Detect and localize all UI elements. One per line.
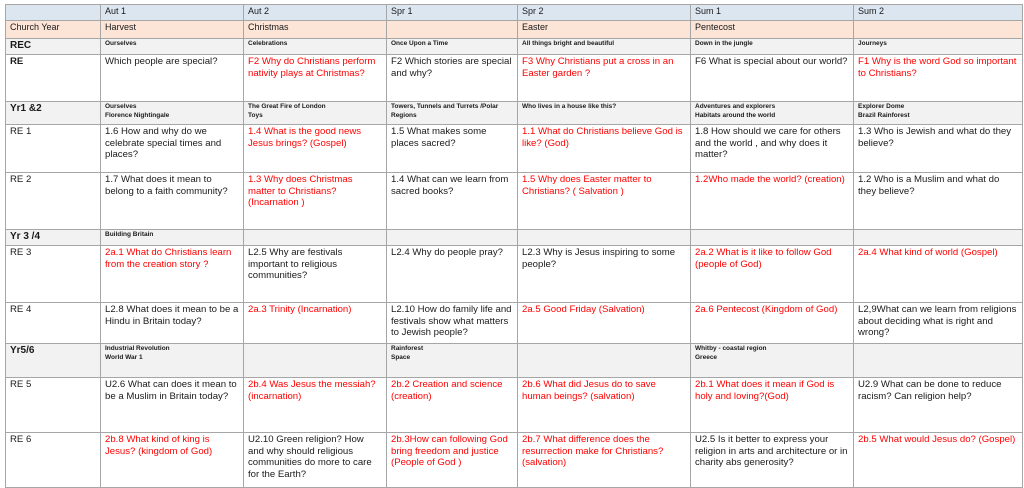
row-label: RE 5 bbox=[6, 378, 101, 433]
topic-theme-row bbox=[6, 344, 1023, 378]
church-year-cell: Easter bbox=[518, 21, 691, 39]
re-unit-row bbox=[6, 246, 1023, 303]
row-label: REC bbox=[6, 39, 101, 55]
church-year-cell bbox=[854, 21, 1023, 39]
topic-line: Greece bbox=[695, 353, 718, 361]
topic-cell bbox=[691, 39, 854, 55]
topic-line: Rainforest bbox=[391, 345, 424, 352]
unit-cell: 2b.7 What difference does the resurrection make for Christians? (salvation) bbox=[518, 433, 691, 488]
unit-cell: F1 Why is the word God so important to Christians? bbox=[854, 55, 1023, 102]
unit-cell: 2a.2 What is it like to follow God (people of God) bbox=[691, 246, 854, 303]
topic-line: Building Britain bbox=[105, 231, 154, 238]
unit-cell: F3 Why Christians put a cross in an Easter garden ? bbox=[518, 55, 691, 102]
row-label: Yr5/6 bbox=[6, 344, 101, 378]
topic-theme-row bbox=[6, 39, 1023, 55]
unit-cell: 2a.1 What do Christians learn from the creation story ? bbox=[101, 246, 244, 303]
unit-cell: L2,9What can we learn from religions about deciding what is right and wrong? bbox=[854, 303, 1023, 344]
topic-theme-row bbox=[6, 102, 1023, 125]
topic-line: Space bbox=[391, 353, 411, 361]
topic-line: Down in the jungle bbox=[695, 40, 753, 47]
header-cell: Spr 1 bbox=[387, 5, 518, 21]
unit-cell: 1.5 What makes some places sacred? bbox=[387, 125, 518, 173]
topic-line: Explorer Dome bbox=[858, 103, 905, 110]
unit-cell: 2a.6 Pentecost (Kingdom of God) bbox=[691, 303, 854, 344]
church-year-cell: Harvest bbox=[101, 21, 244, 39]
topic-line: World War 1 bbox=[105, 353, 143, 361]
topic-line: Habitats around the world bbox=[695, 111, 776, 119]
unit-cell: U2.6 What can does it mean to be a Muslim in Britain today? bbox=[101, 378, 244, 433]
topic-line: The Great Fire of London bbox=[248, 103, 326, 110]
topic-cell bbox=[854, 102, 1023, 125]
re-unit-row bbox=[6, 55, 1023, 102]
topic-line: Ourselves bbox=[105, 40, 137, 47]
unit-cell: F6 What is special about our world? bbox=[691, 55, 854, 102]
church-year-cell: Christmas bbox=[244, 21, 387, 39]
topic-cell bbox=[518, 344, 691, 378]
topic-cell bbox=[387, 39, 518, 55]
unit-cell: 1.6 How and why do we celebrate special times and places? bbox=[101, 125, 244, 173]
unit-cell: 2b.2 Creation and science (creation) bbox=[387, 378, 518, 433]
curriculum-table-wrapper bbox=[5, 4, 1023, 488]
row-label: RE 4 bbox=[6, 303, 101, 344]
header-cell bbox=[6, 5, 101, 21]
unit-cell: 1.2Who made the world? (creation) bbox=[691, 173, 854, 230]
topic-cell bbox=[691, 230, 854, 246]
topic-line: Once Upon a Time bbox=[391, 40, 448, 47]
unit-cell: 1.1 What do Christians believe God is like? (God) bbox=[518, 125, 691, 173]
unit-cell: 2b.5 What would Jesus do? (Gospel) bbox=[854, 433, 1023, 488]
topic-line: Florence Nightingale bbox=[105, 111, 170, 119]
unit-cell: L2.8 What does it mean to be a Hindu in Britain today? bbox=[101, 303, 244, 344]
re-unit-row bbox=[6, 173, 1023, 230]
church-year-row bbox=[6, 21, 1023, 39]
topic-line: Journeys bbox=[858, 40, 887, 47]
unit-cell: 1.4 What can we learn from sacred books? bbox=[387, 173, 518, 230]
unit-cell: F2 Why do Christians perform nativity plays at Christmas? bbox=[244, 55, 387, 102]
row-label: RE 1 bbox=[6, 125, 101, 173]
unit-cell: L2.4 Why do people pray? bbox=[387, 246, 518, 303]
unit-cell: 2b.1 What does it mean if God is holy and loving?(God) bbox=[691, 378, 854, 433]
topic-cell bbox=[244, 344, 387, 378]
topic-line: Toys bbox=[248, 111, 263, 119]
topic-line: Whitby - coastal region bbox=[695, 345, 767, 352]
unit-cell: Which people are special? bbox=[101, 55, 244, 102]
header-cell: Aut 1 bbox=[101, 5, 244, 21]
unit-cell: L2.5 Why are festivals important to religious communities? bbox=[244, 246, 387, 303]
unit-cell: 2b.4 Was Jesus the messiah? (incarnation) bbox=[244, 378, 387, 433]
topic-cell bbox=[387, 230, 518, 246]
re-unit-row bbox=[6, 433, 1023, 488]
unit-cell: 1.5 Why does Easter matter to Christians? ( Salvation ) bbox=[518, 173, 691, 230]
topic-cell bbox=[691, 102, 854, 125]
row-label: RE 6 bbox=[6, 433, 101, 488]
topic-cell bbox=[518, 39, 691, 55]
unit-cell: 1.2 Who is a Muslim and what do they believe? bbox=[854, 173, 1023, 230]
re-unit-row bbox=[6, 303, 1023, 344]
row-label: RE 3 bbox=[6, 246, 101, 303]
topic-theme-row bbox=[6, 230, 1023, 246]
church-year-cell: Pentecost bbox=[691, 21, 854, 39]
topic-cell bbox=[244, 39, 387, 55]
topic-line: Adventures and explorers bbox=[695, 103, 776, 110]
topic-line: Who lives in a house like this? bbox=[522, 103, 617, 110]
unit-cell: U2.9 What can be done to reduce racism? Can religion help? bbox=[854, 378, 1023, 433]
header-cell: Sum 2 bbox=[854, 5, 1023, 21]
unit-cell: U2.5 Is it better to express your religion in arts and architecture or in charity abs generosity? bbox=[691, 433, 854, 488]
topic-cell bbox=[854, 39, 1023, 55]
re-curriculum-table bbox=[5, 4, 1023, 488]
topic-line: Celebrations bbox=[248, 40, 288, 47]
row-label: Yr1 &2 bbox=[6, 102, 101, 125]
topic-cell bbox=[854, 344, 1023, 378]
unit-cell: 2b.3How can following God bring freedom and justice (People of God ) bbox=[387, 433, 518, 488]
unit-cell: L2.10 How do family life and festivals show what matters to Jewish people? bbox=[387, 303, 518, 344]
unit-cell: 2a.4 What kind of world (Gospel) bbox=[854, 246, 1023, 303]
re-unit-row bbox=[6, 125, 1023, 173]
unit-cell: 1.7 What does it mean to belong to a faith community? bbox=[101, 173, 244, 230]
unit-cell: U2.10 Green religion? How and why should religious communities do more to care for the Earth? bbox=[244, 433, 387, 488]
re-unit-row bbox=[6, 378, 1023, 433]
topic-line: Brazil Rainforest bbox=[858, 111, 910, 119]
church-year-label: Church Year bbox=[6, 21, 101, 39]
topic-cell bbox=[244, 102, 387, 125]
topic-cell bbox=[518, 102, 691, 125]
unit-cell: 1.4 What is the good news Jesus brings? (Gospel) bbox=[244, 125, 387, 173]
topic-line: All things bright and beautiful bbox=[522, 40, 615, 47]
unit-cell: F2 Which stories are special and why? bbox=[387, 55, 518, 102]
unit-cell: 2b.8 What kind of king is Jesus? (kingdom of God) bbox=[101, 433, 244, 488]
topic-cell bbox=[244, 230, 387, 246]
unit-cell: L2.3 Why is Jesus inspiring to some people? bbox=[518, 246, 691, 303]
topic-cell bbox=[854, 230, 1023, 246]
topic-cell bbox=[387, 102, 518, 125]
topic-cell bbox=[518, 230, 691, 246]
topic-line: Towers, Tunnels and Turrets /Polar bbox=[391, 103, 499, 110]
unit-cell: 1.3 Why does Christmas matter to Christians? (Incarnation ) bbox=[244, 173, 387, 230]
term-header-row bbox=[6, 5, 1023, 21]
topic-cell bbox=[387, 344, 518, 378]
unit-cell: 1.3 Who is Jewish and what do they believe? bbox=[854, 125, 1023, 173]
topic-cell bbox=[101, 344, 244, 378]
header-cell: Sum 1 bbox=[691, 5, 854, 21]
topic-line: Ourselves bbox=[105, 103, 137, 110]
topic-line: Industrial Revolution bbox=[105, 345, 170, 352]
topic-cell bbox=[101, 102, 244, 125]
unit-cell: 2b.6 What did Jesus do to save human beings? (salvation) bbox=[518, 378, 691, 433]
row-label: RE bbox=[6, 55, 101, 102]
row-label: Yr 3 /4 bbox=[6, 230, 101, 246]
topic-cell bbox=[691, 344, 854, 378]
topic-cell bbox=[101, 230, 244, 246]
row-label: RE 2 bbox=[6, 173, 101, 230]
topic-line: Regions bbox=[391, 111, 417, 119]
header-cell: Spr 2 bbox=[518, 5, 691, 21]
church-year-cell bbox=[387, 21, 518, 39]
unit-cell: 2a.3 Trinity (Incarnation) bbox=[244, 303, 387, 344]
topic-cell bbox=[101, 39, 244, 55]
header-cell: Aut 2 bbox=[244, 5, 387, 21]
unit-cell: 1.8 How should we care for others and the world , and why does it matter? bbox=[691, 125, 854, 173]
unit-cell: 2a.5 Good Friday (Salvation) bbox=[518, 303, 691, 344]
